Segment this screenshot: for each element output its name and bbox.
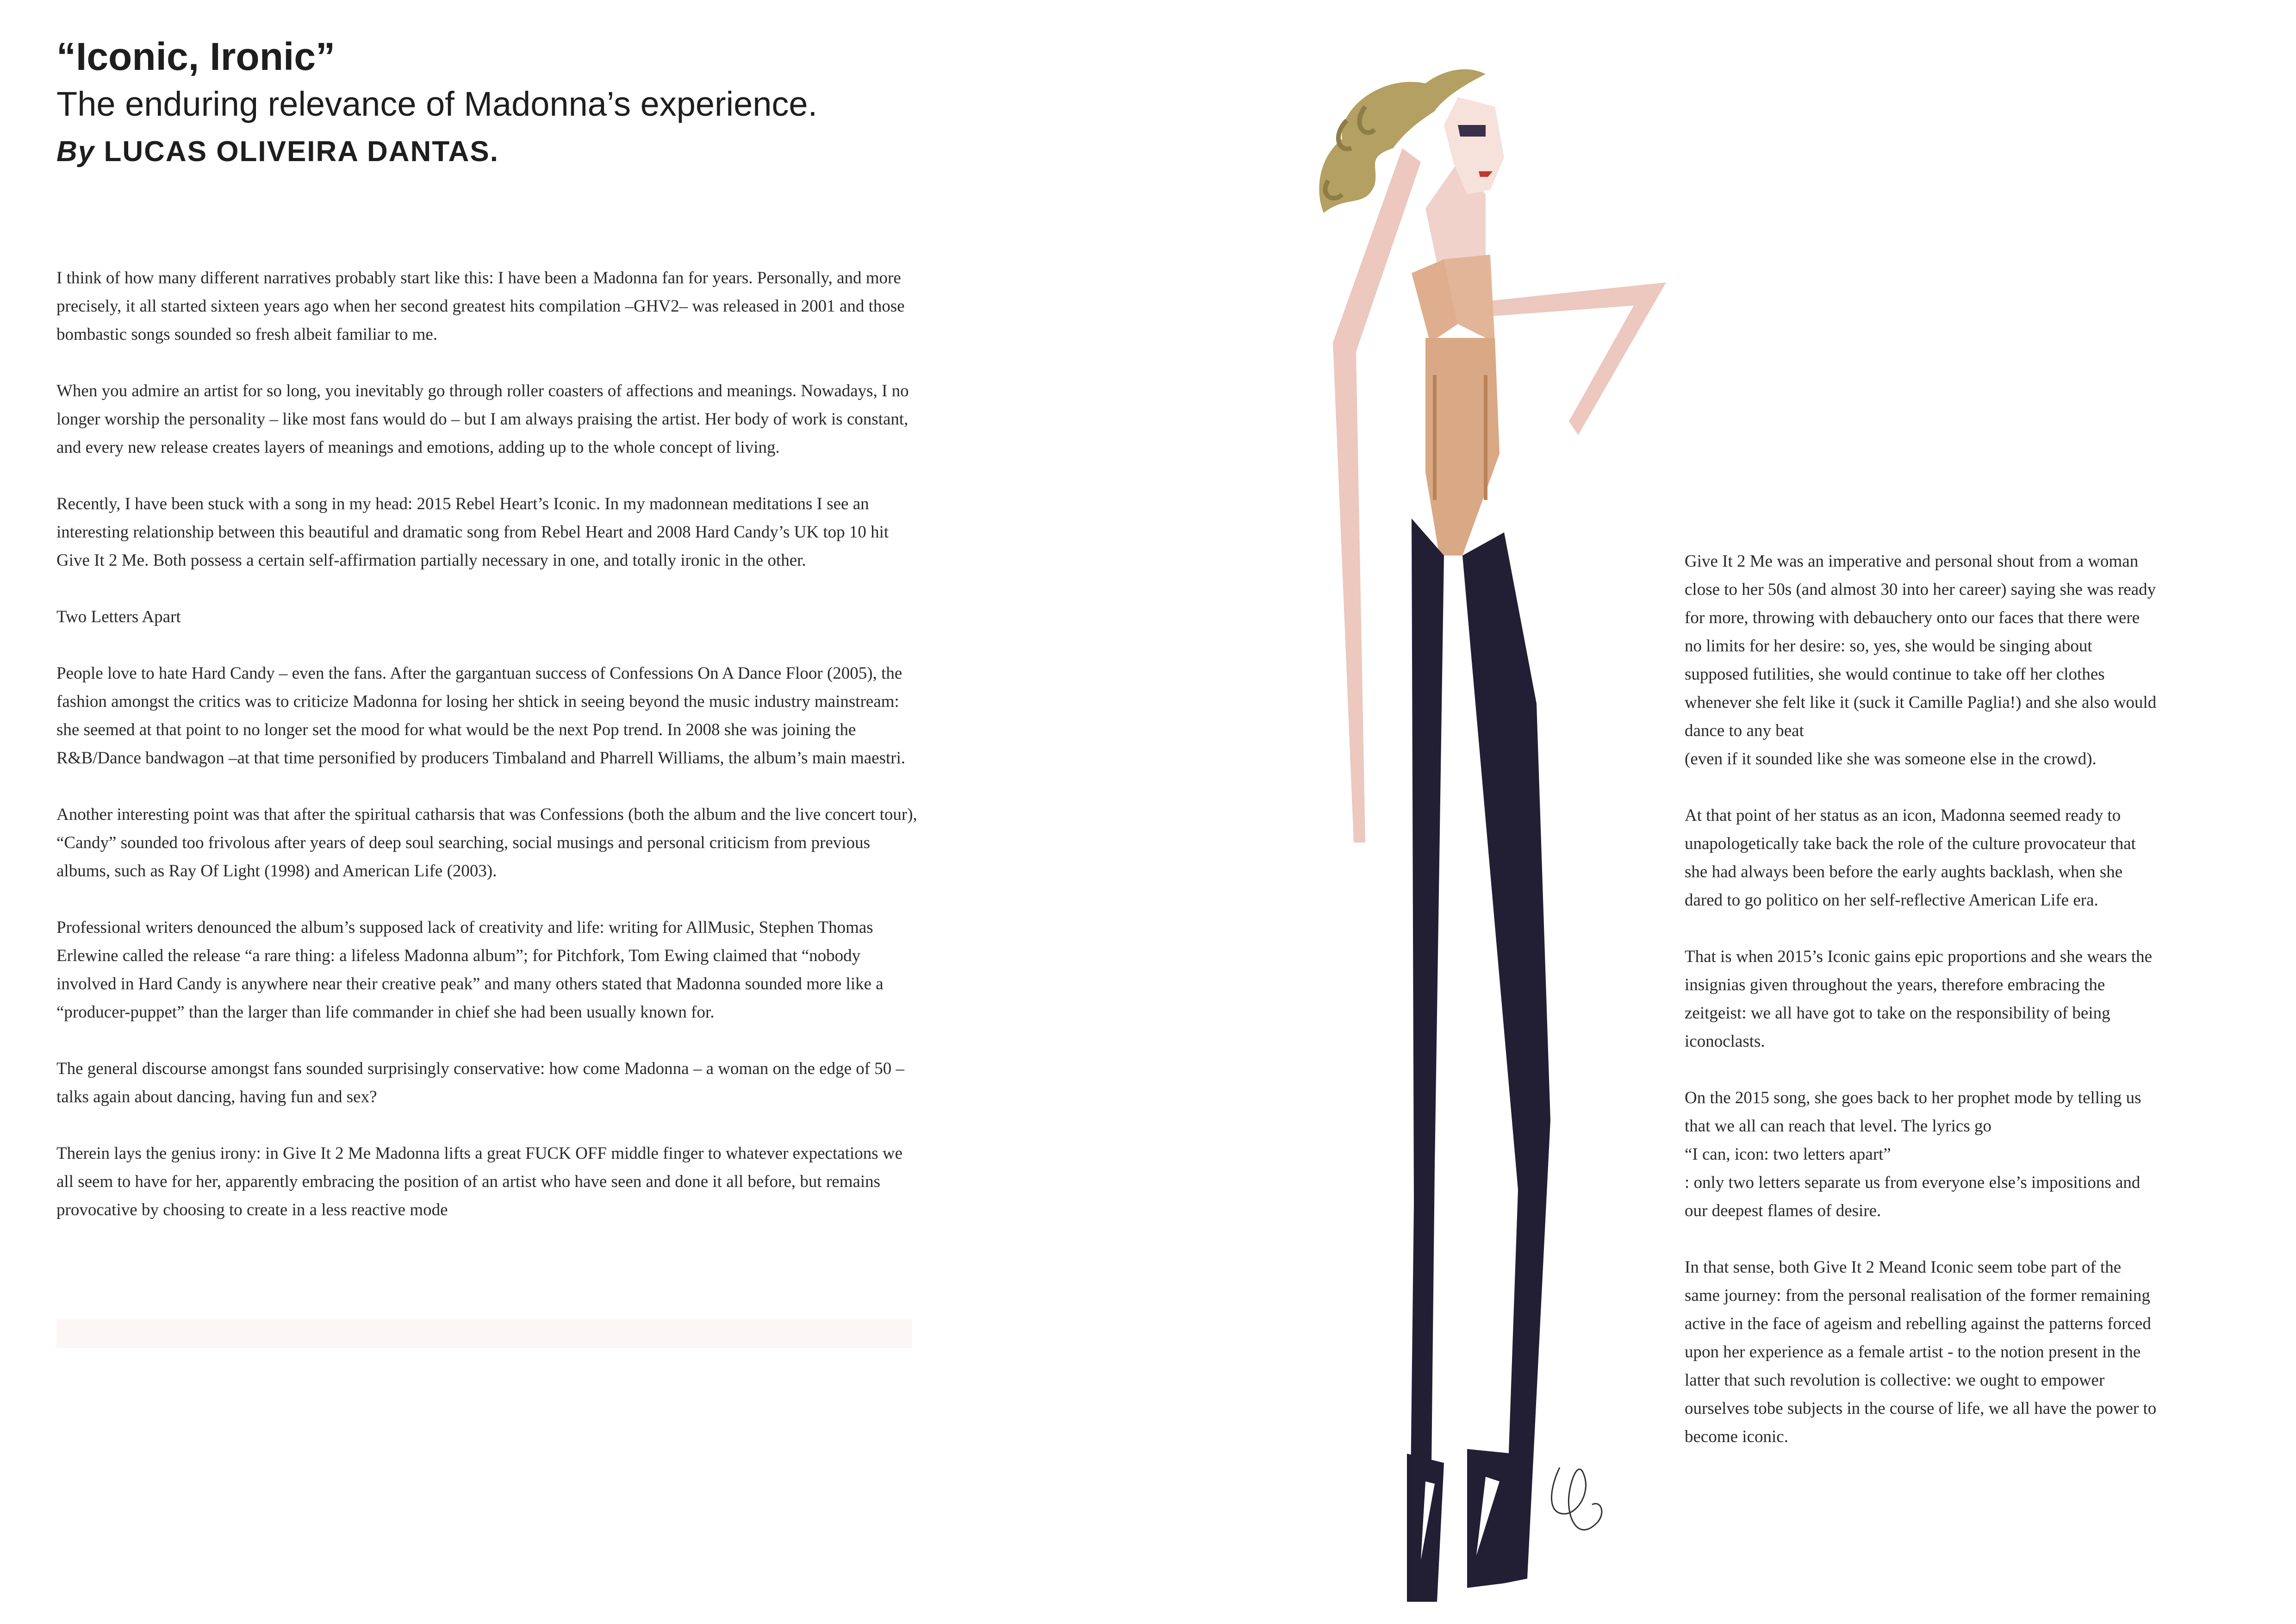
paragraph-group [1685,1084,2157,1225]
madonna-illustration [1226,56,1708,1611]
paragraph-continuation: (even if it sounded like she was someone else in the crowd). [1685,750,2097,768]
byline-prefix: By [56,136,95,168]
paragraph: At that point of her status as an icon, Madonna seemed ready to unapologetically take back the role of the culture provocateur that she had always been before the early aughts backlash, when she dared to go politico on her self-reflective American Life era. [1685,806,2136,910]
article-title: “Iconic, Ironic” [56,35,336,78]
eye-makeup [1458,125,1486,137]
left-arm-shape [1333,148,1421,843]
paragraph: That is when 2015’s Iconic gains epic proportions and she wears the insignias given throughout the years, therefore embracing the zeitgeist: we all have got to take on the responsibility of being iconoclasts. [1685,947,2153,1051]
paragraph: People love to hate Hard Candy – even the fans. After the gargantuan success of Confessions On A Dance Floor (2005), the fashion amongst the critics was to criticize Madonna for losing her shtick in seeing beyond the music industry mainstream: she seemed at that point to no longer set the mood for what would be the next Pop trend. In 2008 she was joining the R&B/Dance bandwagon –at that time personified by producers Timbaland and Pharrell Williams, the album’s main maestri. [56,664,906,768]
paragraph: Therein lays the genius irony: in Give It 2 Me Madonna lifts a great FUCK OFF middle finger to whatever expectations we all seem to have for her, apparently embracing the position of an artist who have seen and done it all before, but remains provocative by choosing to create in a less reactive mode [56,1144,902,1219]
text-highlight-bar [56,1319,912,1348]
paragraph: I think of how many different narratives probably start like this: I have been a Madonna fan for years. Personally, and more precisely, it all started sixteen years ago when her second greatest hits compilation –GHV2– was released in 2001 and those bombastic songs sounded so fresh albeit familiar to me. [56,269,905,344]
paragraph: Another interesting point was that after the spiritual catharsis that was Confessions (both the album and the live concert tour), “Candy” sounded too frivolous after years of deep soul searching, social musings and personal criticism from previous albums, such as Ray Of Light (1998) and American Life (2003). [56,805,917,881]
section-heading: Two Letters Apart [56,607,181,626]
paragraph: On the 2015 song, she goes back to her prophet mode by telling us that we all can reach that level. The lyrics go [1685,1088,2141,1136]
article-subtitle: The enduring relevance of Madonna’s experience. [56,85,818,123]
paragraph: The general discourse amongst fans sounded surprisingly conservative: how come Madonna – a woman on the edge of 50 – talks again about dancing, having fun and sex? [56,1059,905,1106]
left-text-column [56,264,920,1224]
byline [56,133,499,170]
lyric-quote: “I can, icon: two letters apart” [1685,1145,1891,1164]
artist-signature [1552,1468,1602,1530]
right-leg [1462,532,1550,1583]
right-text-column [1685,547,2157,1451]
byline-author: LUCAS OLIVEIRA DANTAS. [104,136,499,168]
paragraph: Recently, I have been stuck with a song in my head: 2015 Rebel Heart’s Iconic. In my madonnean meditations I see an interesting relationship between this beautiful and dramatic song from Rebel Heart and 2008 Hard Candy’s UK top 10 hit Give It 2 Me. Both possess a certain self-affirmation partially necessary in one, and totally ironic in the other. [56,494,889,570]
paragraph-continuation: : only two letters separate us from everyone else’s impositions and our deepest flames of desire. [1685,1173,2140,1220]
paragraph: Professional writers denounced the album’s supposed lack of creativity and life: writing for AllMusic, Stephen Thomas Erlewine called the release “a rare thing: a lifeless Madonna album”; for Pitchfork, Tom Ewing claimed that “nobody involved in Hard Candy is anywhere near their creative peak” and many others stated that Madonna sounded more like a “producer-puppet” than the larger than life commander in chief she had been usually known for. [56,918,884,1022]
paragraph: When you admire an artist for so long, you inevitably go through roller coasters of affections and meanings. Nowadays, I no longer worship the personality – like most fans would do – but I am always praising the artist. Her body of work is constant, and every new release creates layers of meanings and emotions, adding up to the whole concept of living. [56,381,909,457]
paragraph: Give It 2 Me was an imperative and personal shout from a woman close to her 50s (and almost 30 into her career) saying she was ready for more, throwing with debauchery onto our faces that there were no limits for her desire: so, yes, she would be singing about supposed futilities, she would continue to take off her clothes whenever she felt like it (suck it Camille Paglia!) and she also would dance to any beat [1685,552,2157,740]
paragraph: In that sense, both Give It 2 Meand Iconic seem tobe part of the same journey: from the personal realisation of the former remaining active in the face of ageism and rebelling against the patterns forced upon her experience as a female artist - to the notion present in the latter that such revolution is collective: we ought to empower ourselves tobe subjects in the course of life, we all have the power to become iconic. [1685,1258,2157,1446]
paragraph-group [1685,547,2157,773]
left-leg [1409,518,1444,1597]
